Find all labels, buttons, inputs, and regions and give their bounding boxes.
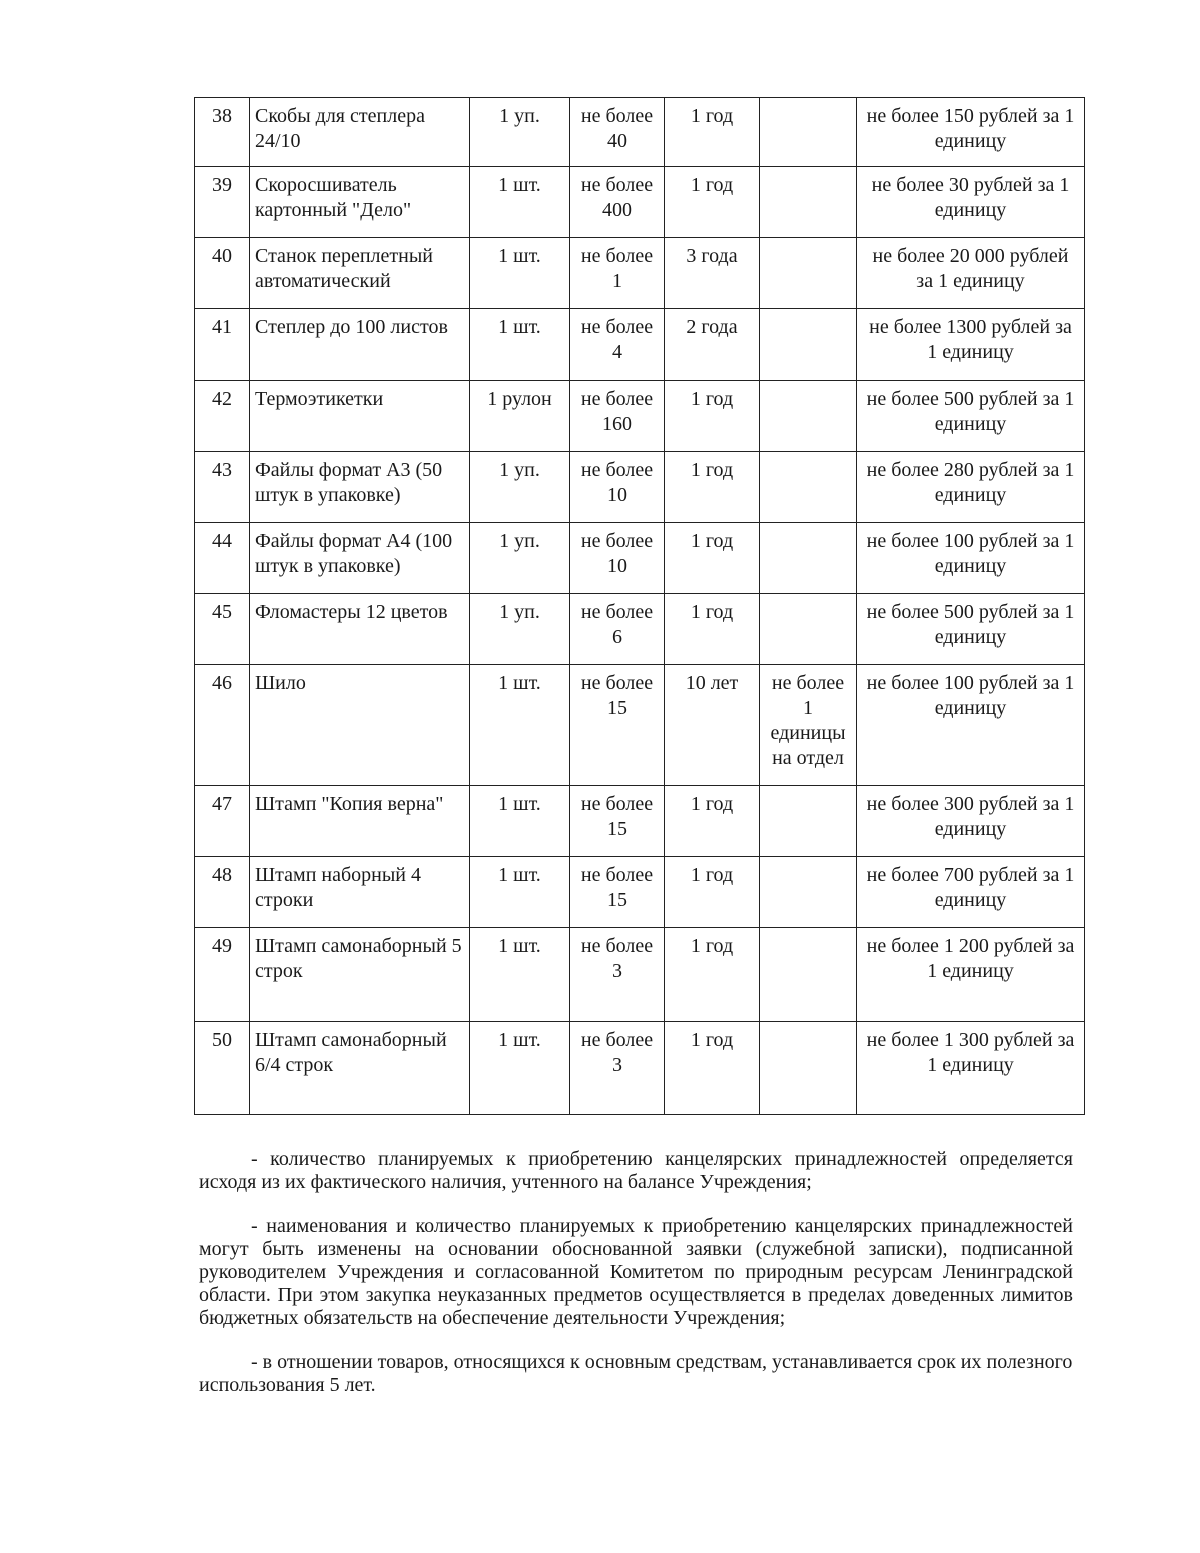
price-cell: не более 20 000 рублей за 1 единицу — [857, 238, 1085, 309]
quantity-cell: не более 15 — [570, 665, 665, 786]
item-name: Штамп самонаборный 6/4 строк — [250, 1022, 470, 1115]
table-row — [195, 928, 1085, 1022]
row-number: 49 — [195, 928, 250, 1022]
price-cell: не более 1 300 рублей за 1 единицу — [857, 1022, 1085, 1115]
table-row — [195, 309, 1085, 381]
row-number: 42 — [195, 381, 250, 452]
unit-cell: 1 шт. — [470, 857, 570, 928]
notes-section — [199, 1148, 1073, 1418]
note-paragraph: - в отношении товаров, относящихся к основным средствам, устанавливается срок их полезного использования 5 лет. — [199, 1351, 1073, 1396]
row-number: 40 — [195, 238, 250, 309]
note-paragraph: - наименования и количество планируемых к приобретению канцелярских принадлежностей могут быть изменены на основании обоснованной заявки (служебной записки), подписанной руководителем Учреждения и согласованной Комитетом по природным ресурсам Ленинградской области. При этом закупка неуказанных предметов осуществляется в пределах доведенных лимитов бюджетных обязательств на обеспечение деятельности Учреждения; — [199, 1215, 1073, 1329]
norm-cell — [760, 594, 857, 665]
term-cell: 2 года — [665, 309, 760, 381]
quantity-cell: не более 160 — [570, 381, 665, 452]
quantity-cell: не более 15 — [570, 857, 665, 928]
unit-cell: 1 шт. — [470, 928, 570, 1022]
row-number: 48 — [195, 857, 250, 928]
unit-cell: 1 уп. — [470, 594, 570, 665]
term-cell: 1 год — [665, 786, 760, 857]
unit-cell: 1 шт. — [470, 786, 570, 857]
price-cell: не более 100 рублей за 1 единицу — [857, 665, 1085, 786]
row-number: 50 — [195, 1022, 250, 1115]
unit-cell: 1 шт. — [470, 309, 570, 381]
note-paragraph: - количество планируемых к приобретению канцелярских принадлежностей определяется исходя из их фактического наличия, учтенного на балансе Учреждения; — [199, 1148, 1073, 1193]
item-name: Степлер до 100 листов — [250, 309, 470, 381]
quantity-cell: не более 4 — [570, 309, 665, 381]
unit-cell: 1 рулон — [470, 381, 570, 452]
item-name: Фломастеры 12 цветов — [250, 594, 470, 665]
table-row — [195, 381, 1085, 452]
unit-cell: 1 шт. — [470, 1022, 570, 1115]
quantity-cell: не более 1 — [570, 238, 665, 309]
row-number: 47 — [195, 786, 250, 857]
quantity-cell: не более 40 — [570, 98, 665, 167]
item-name: Скоросшиватель картонный "Дело" — [250, 167, 470, 238]
term-cell: 1 год — [665, 523, 760, 594]
unit-cell: 1 уп. — [470, 98, 570, 167]
norm-cell — [760, 523, 857, 594]
table-row — [195, 786, 1085, 857]
term-cell: 3 года — [665, 238, 760, 309]
row-number: 41 — [195, 309, 250, 381]
item-name: Файлы формат А3 (50 штук в упаковке) — [250, 452, 470, 523]
price-cell: не более 30 рублей за 1 единицу — [857, 167, 1085, 238]
item-name: Штамп самонаборный 5 строк — [250, 928, 470, 1022]
price-cell: не более 700 рублей за 1 единицу — [857, 857, 1085, 928]
price-cell: не более 280 рублей за 1 единицу — [857, 452, 1085, 523]
quantity-cell: не более 3 — [570, 1022, 665, 1115]
price-cell: не более 500 рублей за 1 единицу — [857, 594, 1085, 665]
norm-cell: не более 1 единицы на отдел — [760, 665, 857, 786]
table-row — [195, 452, 1085, 523]
norm-cell — [760, 452, 857, 523]
term-cell: 1 год — [665, 928, 760, 1022]
unit-cell: 1 шт. — [470, 665, 570, 786]
table-row — [195, 98, 1085, 167]
item-name: Штамп "Копия верна" — [250, 786, 470, 857]
quantity-cell: не более 15 — [570, 786, 665, 857]
quantity-cell: не более 10 — [570, 452, 665, 523]
unit-cell: 1 шт. — [470, 167, 570, 238]
term-cell: 10 лет — [665, 665, 760, 786]
unit-cell: 1 шт. — [470, 238, 570, 309]
unit-cell: 1 уп. — [470, 452, 570, 523]
item-name: Термоэтикетки — [250, 381, 470, 452]
row-number: 44 — [195, 523, 250, 594]
norm-cell — [760, 381, 857, 452]
table-row — [195, 1022, 1085, 1115]
norm-cell — [760, 238, 857, 309]
quantity-cell: не более 400 — [570, 167, 665, 238]
row-number: 45 — [195, 594, 250, 665]
item-name: Скобы для степлера 24/10 — [250, 98, 470, 167]
table-row — [195, 167, 1085, 238]
norm-cell — [760, 167, 857, 238]
norm-cell — [760, 309, 857, 381]
term-cell: 1 год — [665, 594, 760, 665]
norm-cell — [760, 928, 857, 1022]
supplies-table — [194, 97, 1085, 1115]
price-cell: не более 150 рублей за 1 единицу — [857, 98, 1085, 167]
term-cell: 1 год — [665, 167, 760, 238]
table-row — [195, 857, 1085, 928]
supplies-table-body — [195, 98, 1085, 1115]
term-cell: 1 год — [665, 452, 760, 523]
norm-cell — [760, 786, 857, 857]
quantity-cell: не более 3 — [570, 928, 665, 1022]
price-cell: не более 1300 рублей за 1 единицу — [857, 309, 1085, 381]
term-cell: 1 год — [665, 381, 760, 452]
norm-cell — [760, 98, 857, 167]
price-cell: не более 100 рублей за 1 единицу — [857, 523, 1085, 594]
price-cell: не более 500 рублей за 1 единицу — [857, 381, 1085, 452]
row-number: 38 — [195, 98, 250, 167]
table-row — [195, 523, 1085, 594]
row-number: 46 — [195, 665, 250, 786]
term-cell: 1 год — [665, 98, 760, 167]
quantity-cell: не более 6 — [570, 594, 665, 665]
item-name: Штамп наборный 4 строки — [250, 857, 470, 928]
term-cell: 1 год — [665, 857, 760, 928]
norm-cell — [760, 857, 857, 928]
term-cell: 1 год — [665, 1022, 760, 1115]
price-cell: не более 1 200 рублей за 1 единицу — [857, 928, 1085, 1022]
row-number: 39 — [195, 167, 250, 238]
item-name: Станок переплетный автоматический — [250, 238, 470, 309]
table-row — [195, 238, 1085, 309]
item-name: Файлы формат А4 (100 штук в упаковке) — [250, 523, 470, 594]
row-number: 43 — [195, 452, 250, 523]
table-row — [195, 665, 1085, 786]
table-row — [195, 594, 1085, 665]
item-name: Шило — [250, 665, 470, 786]
price-cell: не более 300 рублей за 1 единицу — [857, 786, 1085, 857]
quantity-cell: не более 10 — [570, 523, 665, 594]
unit-cell: 1 уп. — [470, 523, 570, 594]
norm-cell — [760, 1022, 857, 1115]
